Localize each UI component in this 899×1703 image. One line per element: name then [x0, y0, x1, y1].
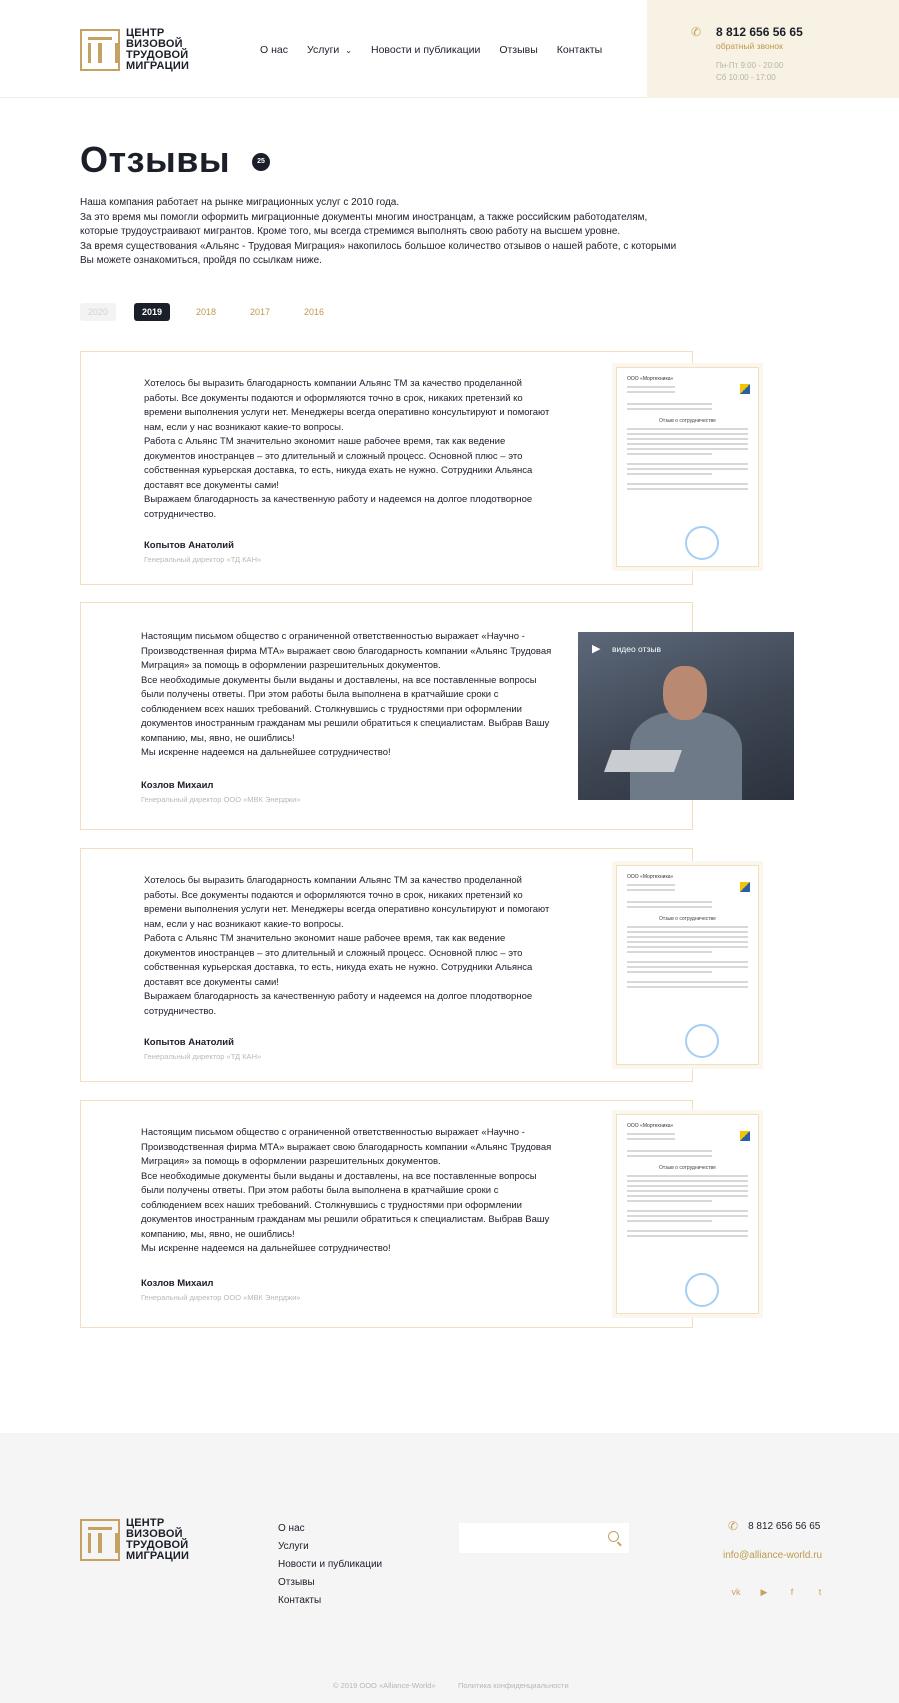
video-review[interactable]: [578, 632, 794, 800]
letter-logo-icon: [740, 384, 750, 394]
review-author: Козлов Михаил: [141, 780, 214, 791]
footer-phone[interactable]: [728, 1519, 820, 1533]
privacy-policy-link[interactable]: Политика конфиденциальности: [458, 1681, 569, 1690]
year-tab-2020[interactable]: 2020: [80, 303, 116, 321]
logo-line: ЦЕНТР: [126, 27, 165, 39]
callback-link[interactable]: обратный звонок: [716, 41, 783, 51]
site-footer: [0, 1433, 899, 1703]
review-paragraph: Все необходимые документы были выданы и доставлены, на все поставленные вопросы были получены ответы. При этом работы была выполнена в кратчайшие сроки с соблюдением всех наших требований. Столкнувшись с трудностями при оформлении документов иностранным гражданам мы решили обратиться к специалистам. Выбрав Вашу компанию, мы, явно, не ошиблись!: [141, 1170, 550, 1240]
intro-text: [80, 196, 680, 269]
logo-line: ТРУДОВОЙ: [126, 1539, 189, 1551]
review-text: [141, 1126, 561, 1257]
nav-item-reviews[interactable]: Отзывы: [499, 44, 538, 56]
logo-line: ЦЕНТР: [126, 1517, 165, 1529]
review-text: [141, 630, 561, 761]
vk-icon[interactable]: vk: [731, 1587, 741, 1597]
logo[interactable]: [80, 28, 198, 72]
review-author: Козлов Михаил: [141, 1278, 214, 1289]
phone-icon: ✆: [728, 1519, 739, 1533]
review-paragraph: Выражаем благодарность за качественную работу и надеемся на долгое плодотворное сотрудничество.: [144, 991, 533, 1017]
working-hours: [716, 60, 783, 84]
footer-nav-reviews[interactable]: Отзывы: [278, 1577, 315, 1588]
review-letter-thumbnail[interactable]: [616, 367, 759, 567]
intro-paragraph: Наша компания работает на рынке миграционных услуг с 2010 года.: [80, 197, 400, 208]
chevron-down-icon: ⌄: [345, 45, 352, 55]
youtube-icon[interactable]: ▶: [760, 1587, 768, 1597]
review-author: Копытов Анатолий: [144, 540, 234, 551]
review-paragraph: Мы искренне надеемся на дальнейшее сотрудничество!: [141, 747, 391, 758]
footer-email[interactable]: info@alliance-world.ru: [723, 1550, 823, 1561]
intro-paragraph: За это время мы помогли оформить миграционные документы многим иностранцам, а также российским работодателям, которые трудоустраивают мигрантов. Кроме того, мы всегда стремимся выполнять свою работу на высшем уровне.: [80, 211, 648, 237]
footer-logo[interactable]: [80, 1518, 198, 1562]
footer-search: [459, 1523, 629, 1553]
header-phone[interactable]: 8 812 656 56 65: [716, 25, 803, 39]
review-paragraph: Хотелось бы выразить благодарность компании Альянс ТМ за качество проделанной работы. Все документы подаются и оформляются точно в срок, никаких претензий ко времени выполнения услуги нет. Менеджеры всегда оперативно консультируют и помогают нам, если у нас возникают какие-то вопросы.: [144, 378, 550, 433]
hours-saturday: Сб 10:00 - 17:00: [716, 73, 776, 82]
logo-line: МИГРАЦИИ: [126, 1550, 190, 1562]
review-paragraph: Настоящим письмом общество с ограниченной ответственностью выражает «Научно - Производственная фирма МТА» выражает свою благодарность компании «Альянс Трудовая Миграция» за помощь в оформлении разрешительных документов.: [141, 631, 552, 671]
footer-nav-contacts[interactable]: Контакты: [278, 1595, 322, 1606]
review-author-role: Генеральный директор «ТД КАН»: [144, 555, 262, 564]
review-text: [144, 377, 554, 522]
intro-paragraph: За время существования «Альянс - Трудовая Миграция» накопилось большое количество отзывов о нашей работе, с которыми Вы можете ознакомиться, пройдя по ссылкам ниже.: [80, 240, 677, 266]
logo-mark-icon: [80, 29, 120, 71]
nav-item-about[interactable]: О нас: [260, 44, 288, 56]
logo-mark-icon: [80, 1519, 120, 1561]
logo-line: МИГРАЦИИ: [126, 60, 190, 72]
letter-title: Отзыв о сотрудничестве: [659, 1165, 716, 1171]
person-image: [663, 666, 707, 720]
twitter-icon[interactable]: t: [818, 1587, 822, 1597]
review-card: [80, 1100, 693, 1328]
stamp-icon: [685, 1273, 719, 1307]
facebook-icon[interactable]: f: [790, 1587, 794, 1597]
hours-weekdays: Пн-Пт 9:00 - 20:00: [716, 61, 784, 70]
review-paragraph: Все необходимые документы были выданы и доставлены, на все поставленные вопросы были получены ответы. При этом работы была выполнена в кратчайшие сроки с соблюдением всех наших требований. Столкнувшись с трудностями при оформлении документов иностранным гражданам мы решили обратиться к специалистам. Выбрав Вашу компанию, мы, явно, не ошиблись!: [141, 674, 550, 744]
review-author-role: Генеральный директор ООО «МВК Энерджи»: [141, 1293, 301, 1302]
footer-nav: [278, 1520, 382, 1610]
review-paragraph: Работа с Альянс ТМ значительно экономит наше рабочее время, так как ведение документов иностранцев – это длительный и сложный процесс. Основной плюс – это собственная курьерская доставка, то есть, никуда ехать не нужно. Сотрудники Альянса доставят все документы сами!: [144, 436, 533, 491]
footer-nav-news[interactable]: Новости и публикации: [278, 1559, 383, 1570]
review-paragraph: Выражаем благодарность за качественную работу и надеемся на долгое плодотворное сотрудничество.: [144, 494, 533, 520]
stamp-icon: [685, 1024, 719, 1058]
review-author-role: Генеральный директор ООО «МВК Энерджи»: [141, 795, 301, 804]
review-card: [80, 848, 693, 1082]
review-text: [144, 874, 554, 1019]
review-letter-thumbnail[interactable]: [616, 1114, 759, 1314]
search-icon[interactable]: [608, 1531, 619, 1542]
logo-text: [126, 28, 198, 72]
year-tab-2019[interactable]: 2019: [134, 303, 170, 321]
social-links: [731, 1587, 825, 1598]
nav-item-contacts[interactable]: Контакты: [556, 44, 603, 56]
copyright: © 2019 ООО «Alliance-World»: [333, 1681, 436, 1690]
year-tab-2016[interactable]: 2016: [303, 307, 325, 317]
video-label: видео отзыв: [612, 644, 661, 654]
footer-nav-services[interactable]: Услуги: [278, 1541, 309, 1552]
logo-line: ТРУДОВОЙ: [126, 49, 189, 61]
logo-line: ВИЗОВОЙ: [126, 1528, 183, 1540]
year-tab-2017[interactable]: 2017: [249, 307, 271, 317]
logo-line: ВИЗОВОЙ: [126, 38, 183, 50]
logo-text: [126, 1518, 198, 1562]
letter-company: ООО «Мортехника»: [627, 874, 674, 880]
site-header: [0, 0, 899, 98]
letter-logo-icon: [740, 882, 750, 892]
stamp-icon: [685, 526, 719, 560]
review-card: [80, 351, 693, 585]
review-author-role: Генеральный директор «ТД КАН»: [144, 1052, 262, 1061]
header-contact-box: [647, 0, 899, 98]
letter-title: Отзыв о сотрудничестве: [659, 418, 716, 424]
letter-company: ООО «Мортехника»: [627, 376, 674, 382]
nav-item-label: Услуги: [306, 44, 340, 56]
review-paragraph: Хотелось бы выразить благодарность компании Альянс ТМ за качество проделанной работы. Все документы подаются и оформляются точно в срок, никаких претензий ко времени выполнения услуги нет. Менеджеры всегда оперативно консультируют и помогают нам, если у нас возникают какие-то вопросы.: [144, 875, 550, 930]
review-paragraph: Настоящим письмом общество с ограниченной ответственностью выражает «Научно - Производственная фирма МТА» выражает свою благодарность компании «Альянс Трудовая Миграция» за помощь в оформлении разрешительных документов.: [141, 1127, 552, 1167]
footer-nav-about[interactable]: О нас: [278, 1523, 305, 1534]
footer-phone-number: 8 812 656 56 65: [748, 1520, 821, 1532]
letter-company: ООО «Мортехника»: [627, 1123, 674, 1129]
main-nav: [260, 44, 602, 56]
review-paragraph: Работа с Альянс ТМ значительно экономит наше рабочее время, так как ведение документов иностранцев – это длительный и сложный процесс. Основной плюс – это собственная курьерская доставка, то есть, никуда ехать не нужно. Сотрудники Альянса доставят все документы сами!: [144, 933, 533, 988]
year-tab-2018[interactable]: 2018: [195, 307, 217, 317]
year-filter: [80, 303, 350, 321]
reviews-count-badge: 25: [252, 153, 270, 171]
nav-item-news[interactable]: Новости и публикации: [370, 44, 481, 56]
play-icon[interactable]: ▶: [592, 643, 601, 655]
nav-item-services[interactable]: [307, 44, 352, 56]
phone-icon: ✆: [691, 25, 702, 39]
search-input[interactable]: [459, 1523, 599, 1553]
letter-title: Отзыв о сотрудничестве: [659, 916, 716, 922]
review-paragraph: Мы искренне надеемся на дальнейшее сотрудничество!: [141, 1243, 391, 1254]
letter-logo-icon: [740, 1131, 750, 1141]
review-letter-thumbnail[interactable]: [616, 865, 759, 1065]
review-author: Копытов Анатолий: [144, 1037, 234, 1048]
page-title: Отзывы: [80, 139, 231, 180]
